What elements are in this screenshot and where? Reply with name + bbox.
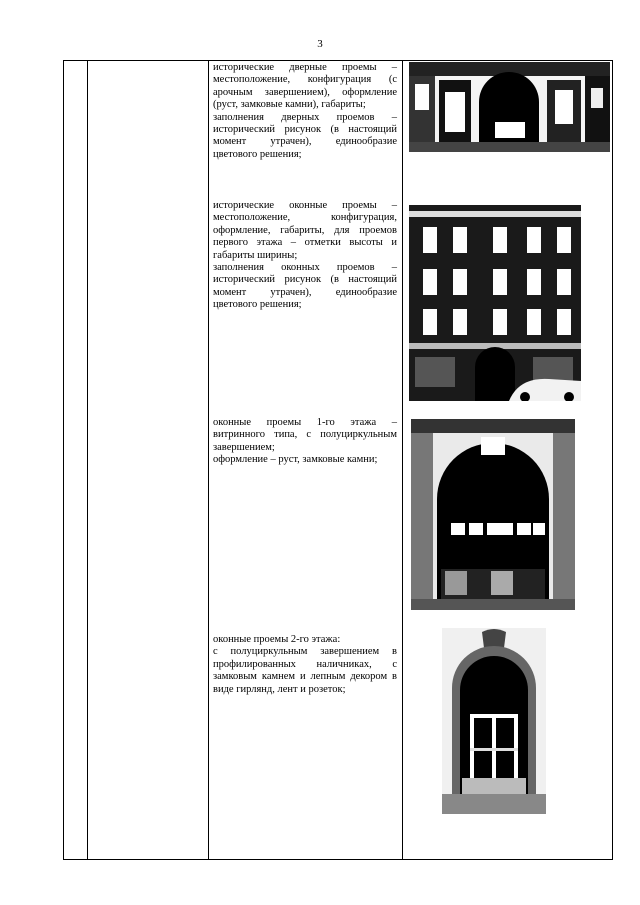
row-4-paragraph-1: оконные проемы 2-го этажа:: [213, 634, 341, 645]
row-2-paragraph-2: заполнения оконных проемов – исторический рисунок (в настоящий момент утрачен), единообразие цветового решения;: [213, 262, 397, 311]
row-1-paragraph-1: исторические дверные проемы – местоположение, конфигурация (с арочным завершением), оформление (руст, замковые камни), габариты;: [213, 62, 397, 111]
row-3-paragraph-1: оконные проемы 1-го этажа – витринного типа, с полуциркульным завершением;: [213, 417, 397, 453]
row-2-paragraph-1: исторические оконные проемы – местоположение, конфигурация, оформление, габариты, для проемов первого этажа – отметки высоты и габариты ширины;: [213, 200, 397, 261]
row-2-description: [213, 200, 397, 312]
row-3-paragraph-2: оформление – руст, замковые камни;: [213, 454, 378, 466]
column-divider: [402, 61, 403, 859]
row-1-paragraph-2: заполнения дверных проемов – исторический рисунок (в настоящий момент утрачен), единообразие цветового решения;: [213, 111, 397, 160]
row-4-description: [213, 634, 397, 696]
column-divider: [208, 61, 209, 859]
row-3-description: [213, 417, 397, 467]
row-4-paragraph-2: с полуциркульным завершением в профилированных наличниках, с замковым камнем и лепным декором в виде гирлянд, лент и розеток;: [213, 646, 397, 695]
row-1-description: [213, 62, 397, 161]
facade-photo: [409, 197, 581, 401]
door-photo: [409, 62, 610, 152]
window-photo: [442, 628, 546, 814]
column-divider: [87, 61, 88, 859]
page-number: 3: [317, 38, 323, 50]
shop-window-photo: [411, 419, 575, 610]
